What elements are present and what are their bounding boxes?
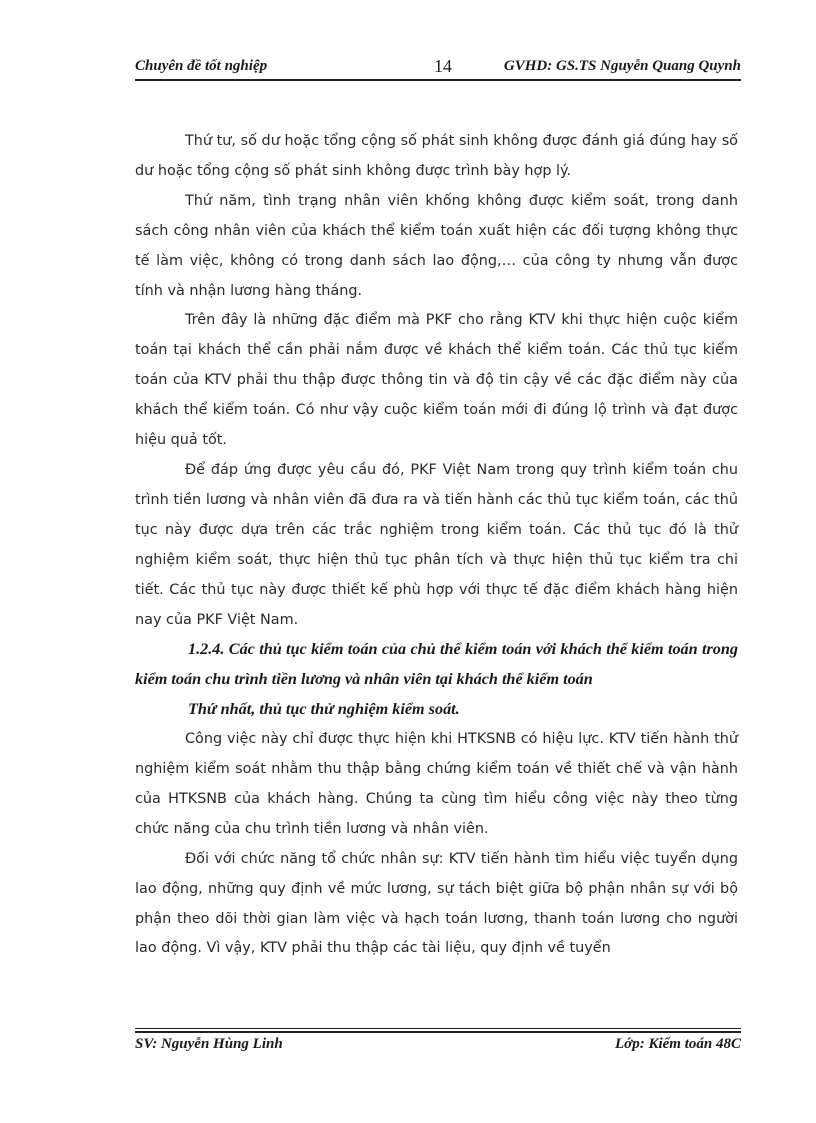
paragraph: Đối với chức năng tổ chức nhân sự: KTV tiến hành tìm hiểu việc tuyển dụng lao động, những quy định về mức lương, sự tách biệt giữa bộ phận nhân sự với bộ phận theo dõi thời gian làm việc và hạch toán lương, thanh toán lương cho người lao động. Vì vậy, KTV phải thu thập các tài liệu, quy định về tuyển: [135, 850, 738, 957]
footer-class: Lớp: Kiểm toán 48C: [615, 1036, 741, 1052]
paragraph: Công việc này chỉ được thực hiện khi HTKSNB có hiệu lực. KTV tiến hành thử nghiệm kiểm soát nhằm thu thập bằng chứng kiểm toán về thiết chế và vận hành của HTKSNB của khách hàng. Chúng ta cùng tìm hiểu công việc này theo từng chức năng của chu trình tiền lương và nhân viên.: [135, 731, 738, 837]
header-rule: [135, 79, 741, 81]
subsection-heading: Thứ nhất, thủ tục thử nghiệm kiểm soát.: [188, 700, 460, 719]
footer-rule-thick: [135, 1031, 741, 1033]
page-body: [135, 127, 738, 964]
page-header: [135, 56, 741, 80]
paragraph: Trên đây là những đặc điểm mà PKF cho rằng KTV khi thực hiện cuộc kiểm toán tại khách thể cần phải nắm được về khách thể kiểm toán. Các thủ tục kiểm toán của KTV phải thu thập được thông tin và độ tin cậy về các đặc điểm này của khách thể kiểm toán. Có như vậy cuộc kiểm toán mới đi đúng lộ trình và đạt được hiệu quả tốt.: [135, 312, 738, 449]
page-number: 14: [434, 56, 452, 76]
footer-student: SV: Nguyễn Hùng Linh: [135, 1036, 283, 1052]
paragraph: Thứ năm, tình trạng nhân viên khống không được kiểm soát, trong danh sách công nhân viên của khách thể kiểm toán xuất hiện các đối tượng không thực tế làm việc, không có trong danh sách lao động,… của công ty nhưng vẫn được tính và nhận lương hàng tháng.: [135, 192, 738, 299]
paragraph: Để đáp ứng được yêu cầu đó, PKF Việt Nam trong quy trình kiểm toán chu trình tiền lương và nhân viên đã đưa ra và tiến hành các thủ tục kiểm toán, các thủ tục này được dựa trên các trắc nghiệm trong kiểm toán. Các thủ tục đó là thử nghiệm kiểm soát, thực hiện thủ tục phân tích và thực hiện thủ tục kiểm tra chi tiết. Các thủ tục này được thiết kế phù hợp với thực tế đặc điểm khách hàng hiện nay của PKF Việt Nam.: [135, 461, 738, 628]
paragraph: Thứ tư, số dư hoặc tổng cộng số phát sinh không được đánh giá đúng hay số dư hoặc tổng cộng số phát sinh không được trình bày hợp lý.: [135, 133, 738, 179]
section-heading: 1.2.4. Các thủ tục kiểm toán của chủ thể kiểm toán với khách thể kiểm toán trong kiểm toán chu trình tiền lương và nhân viên tại khách thể kiểm toán: [135, 640, 738, 689]
header-title: Chuyên đề tốt nghiệp: [135, 58, 268, 74]
footer-rule-thin: [135, 1028, 741, 1029]
page-footer: [135, 1036, 741, 1058]
header-supervisor: GVHD: GS.TS Nguyễn Quang Quynh: [503, 58, 741, 74]
